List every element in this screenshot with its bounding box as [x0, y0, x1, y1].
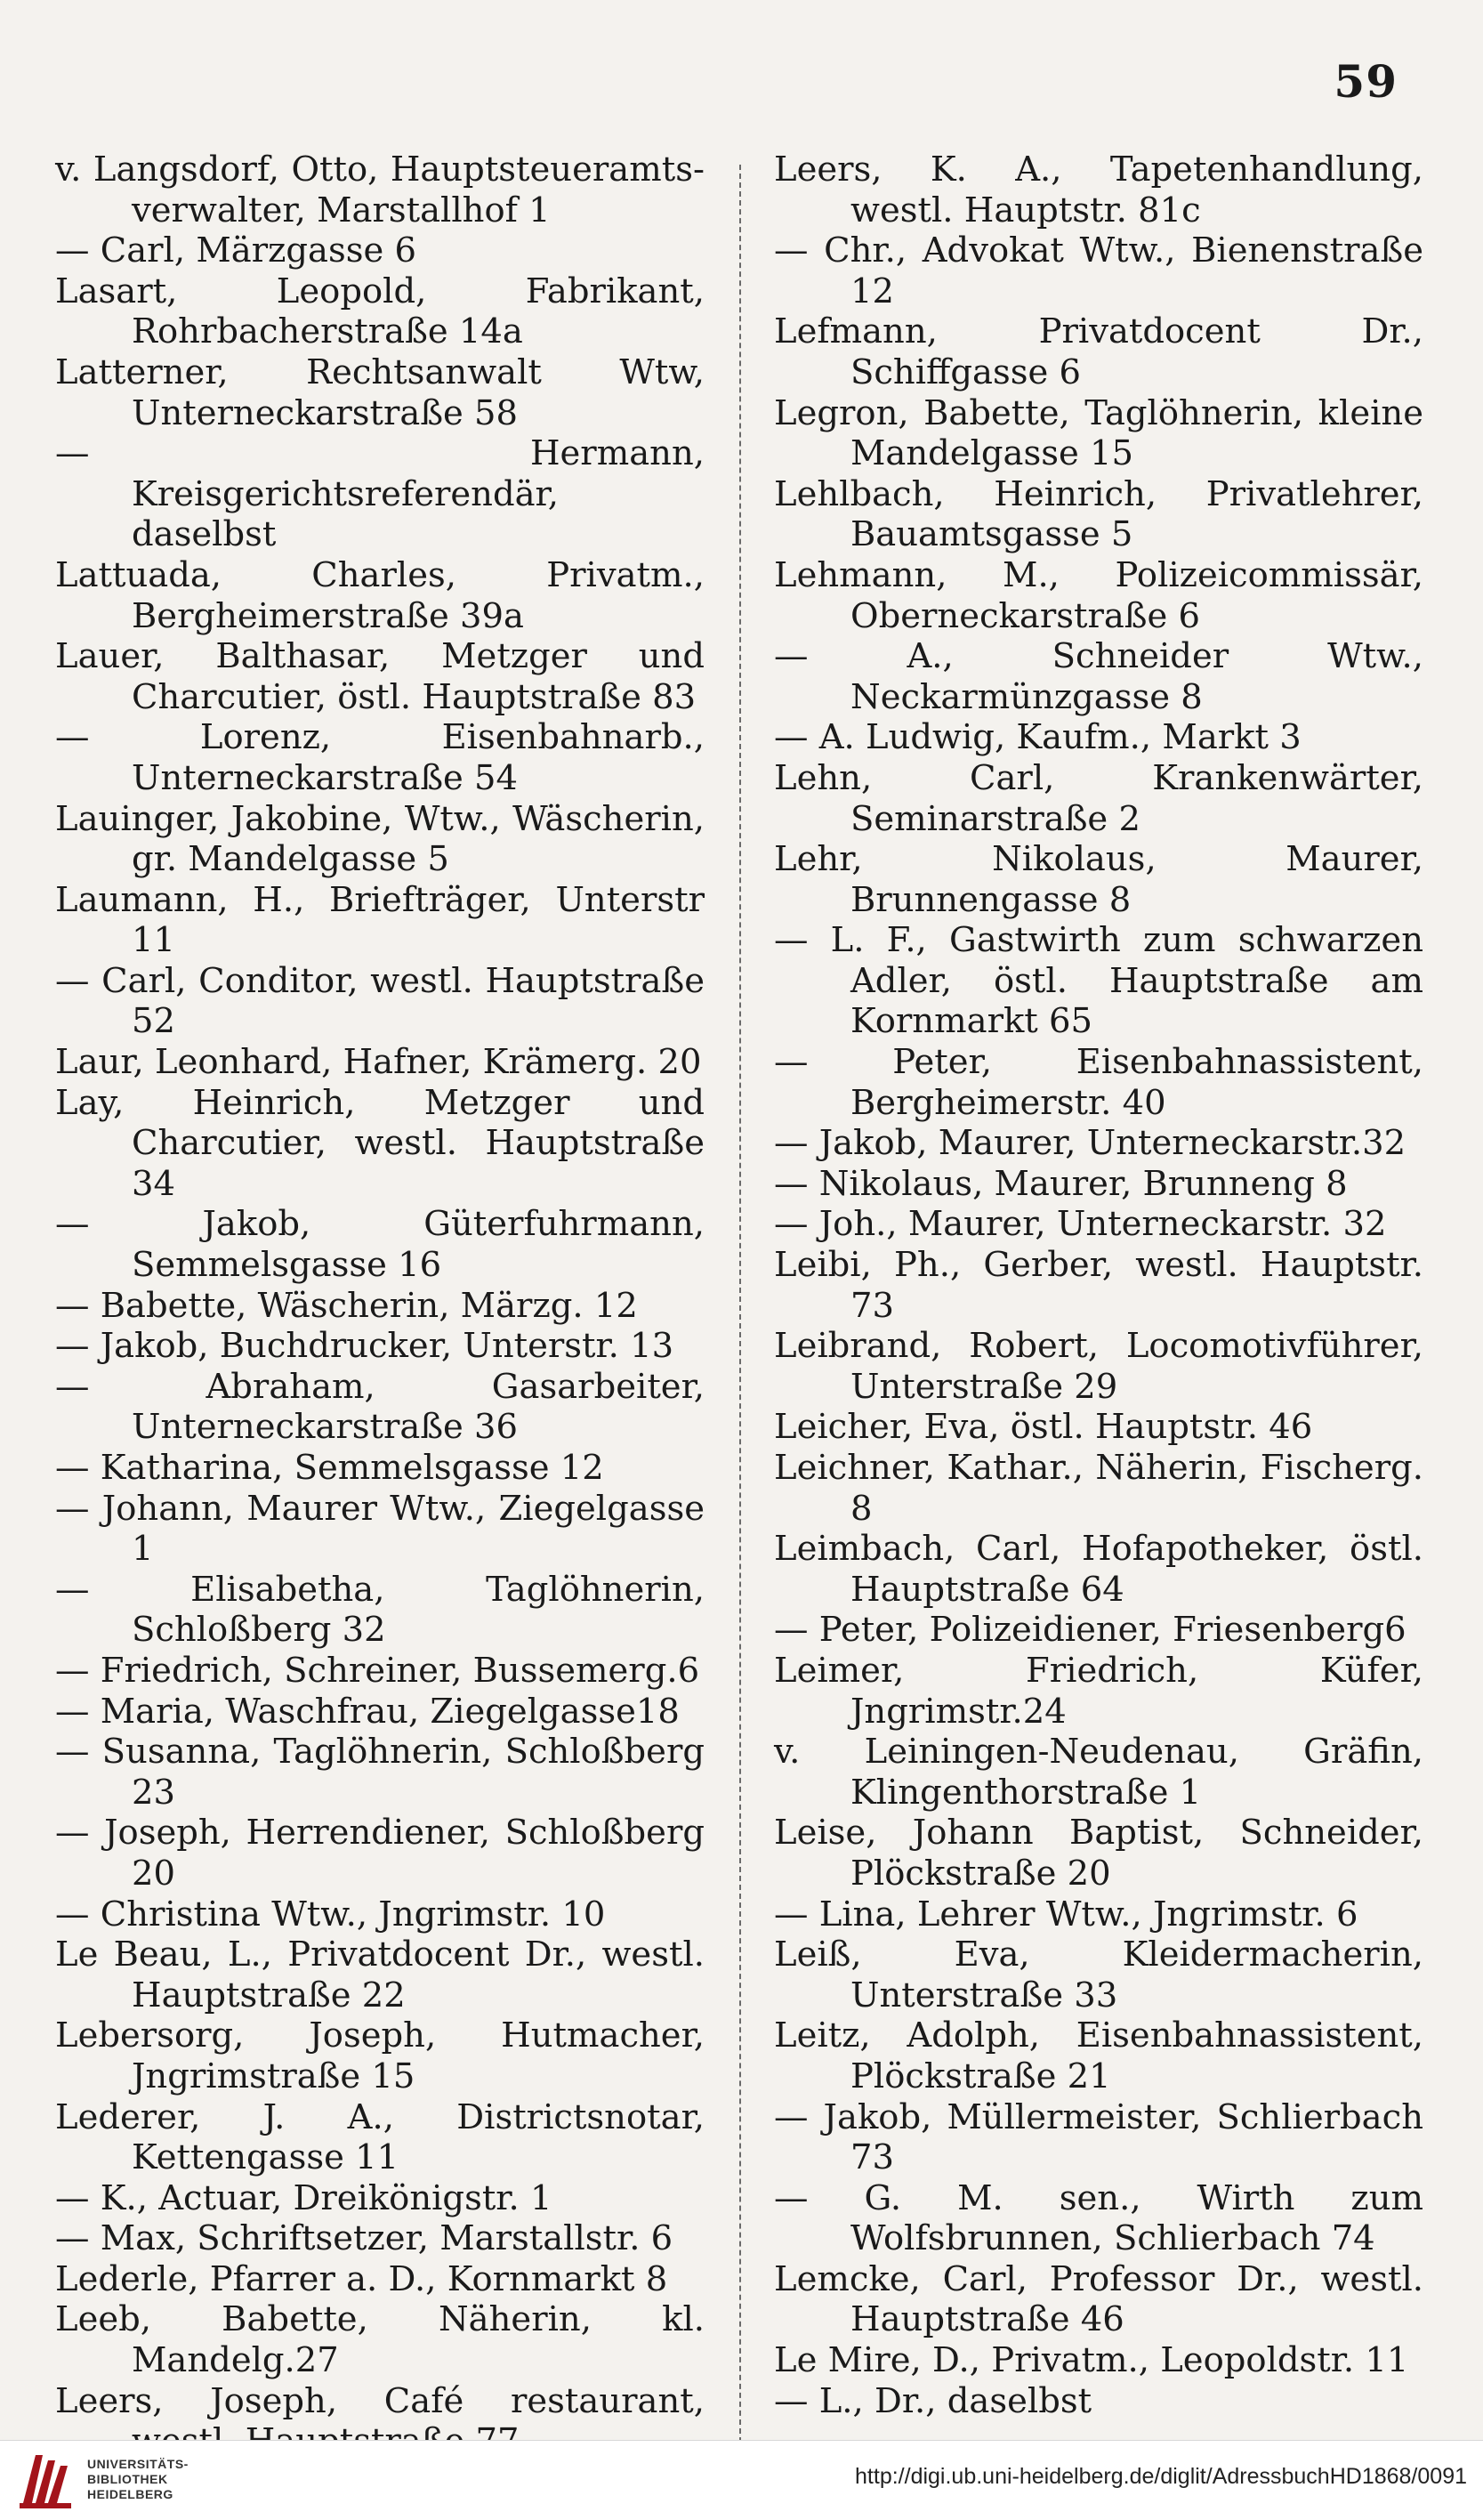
directory-entry: — L. F., Gastwirth zum schwarzen Adler, östl. Hauptstraße am Kornmarkt 65	[774, 920, 1423, 1042]
directory-entry: v. Leiningen-Neudenau, Gräfin, Klingenthorstraße 1	[774, 1732, 1423, 1813]
directory-entry: Latterner, Rechtsanwalt Wtw, Unterneckarstraße 58	[55, 351, 705, 433]
directory-entry: — Max, Schriftsetzer, Marstallstr. 6	[55, 2218, 673, 2259]
directory-entry: Leiß, Eva, Kleidermacherin, Unterstraße 33	[774, 1934, 1423, 2015]
column-divider	[739, 165, 741, 2460]
directory-entry: — Jakob, Güterfuhrmann, Semmelsgasse 16	[55, 1204, 705, 1286]
directory-entry: Lehlbach, Heinrich, Privatlehrer, Bauamtsgasse 5	[774, 473, 1423, 555]
source-url-link[interactable]: http://digi.ub.uni-heidelberg.de/diglit/AdressbuchHD1868/0091	[855, 2464, 1467, 2489]
directory-entry: — Johann, Maurer Wtw., Ziegelgasse 1	[55, 1488, 705, 1570]
directory-entry: — Susanna, Taglöhnerin, Schloßberg 23	[55, 1732, 705, 1813]
directory-entry: — Lina, Lehrer Wtw., Jngrimstr. 6	[774, 1894, 1358, 1934]
directory-entry: Lasart, Leopold, Fabrikant, Rohrbacherstraße 14a	[55, 271, 705, 352]
directory-entry: Leicher, Eva, östl. Hauptstr. 46	[774, 1407, 1313, 1448]
directory-entry: Lauinger, Jakobine, Wtw., Wäscherin, gr. Mandelgasse 5	[55, 798, 705, 880]
directory-entry: Leeb, Babette, Näherin, kl. Mandelg.27	[55, 2299, 705, 2381]
right-directory-column	[774, 149, 1423, 2421]
directory-entry: — Christina Wtw., Jngrimstr. 10	[55, 1894, 606, 1934]
directory-entry: — Joh., Maurer, Unterneckarstr. 32	[774, 1204, 1387, 1245]
directory-entry: Leitz, Adolph, Eisenbahnassistent, Plöckstraße 21	[774, 2015, 1423, 2096]
directory-entry: — G. M. sen., Wirth zum Wolfsbrunnen, Schlierbach 74	[774, 2177, 1423, 2259]
directory-entry: Leibrand, Robert, Locomotivführer, Unterstraße 29	[774, 1326, 1423, 1407]
directory-entry: Leimer, Friedrich, Küfer, Jngrimstr.24	[774, 1650, 1423, 1732]
directory-entry: — Babette, Wäscherin, Märzg. 12	[55, 1285, 638, 1326]
directory-entry: Laumann, H., Briefträger, Unterstr 11	[55, 879, 705, 961]
directory-entry: Lebersorg, Joseph, Hutmacher, Jngrimstraße 15	[55, 2015, 705, 2096]
directory-entry: — Abraham, Gasarbeiter, Unterneckarstraße 36	[55, 1366, 705, 1448]
directory-entry: — Maria, Waschfrau, Ziegelgasse18	[55, 1691, 680, 1732]
directory-entry: Leise, Johann Baptist, Schneider, Plöckstraße 20	[774, 1813, 1423, 1894]
directory-entry: — Carl, Märzgasse 6	[55, 230, 417, 271]
directory-entry: Leers, Joseph, Café restaurant,	[55, 2380, 705, 2421]
directory-entry: v. Langsdorf, Otto, Hauptsteueramts-verwalter, Marstallhof 1	[55, 149, 705, 230]
directory-entry: — Joseph, Herrendiener, Schloßberg 20	[55, 1813, 705, 1894]
directory-entry: Leimbach, Carl, Hofapotheker, östl. Hauptstraße 64	[774, 1529, 1423, 1610]
footer-bar	[0, 2440, 1483, 2520]
directory-entry: Lefmann, Privatdocent Dr., Schiffgasse 6	[774, 311, 1423, 392]
directory-entry: Lemcke, Carl, Professor Dr., westl. Hauptstraße 46	[774, 2258, 1423, 2340]
directory-entry: Lederle, Pfarrer a. D., Kornmarkt 8	[55, 2258, 668, 2299]
library-name-line: BIBLIOTHEK	[87, 2472, 168, 2486]
left-directory-column	[55, 149, 705, 2462]
directory-entry: — Elisabetha, Taglöhnerin, Schloßberg 32	[55, 1569, 705, 1651]
directory-entry: — Nikolaus, Maurer, Brunneng 8	[774, 1163, 1348, 1204]
library-name-line: UNIVERSITÄTS-	[87, 2457, 189, 2471]
directory-entry: Le Mire, D., Privatm., Leopoldstr. 11	[774, 2340, 1409, 2381]
directory-entry: — Jakob, Buchdrucker, Unterstr. 13	[55, 1326, 674, 1367]
directory-entry: — Peter, Polizeidiener, Friesenberg6	[774, 1610, 1406, 1651]
directory-entry: — Carl, Conditor, westl. Hauptstraße 52	[55, 960, 705, 1042]
directory-entry: Lay, Heinrich, Metzger und Charcutier, westl. Hauptstraße 34	[55, 1082, 705, 1204]
directory-entry: Lattuada, Charles, Privatm., Bergheimerstraße 39a	[55, 554, 705, 636]
library-name	[87, 2457, 189, 2502]
directory-entry: — A., Schneider Wtw., Neckarmünzgasse 8	[774, 636, 1423, 717]
directory-entry: Laur, Leonhard, Hafner, Krämerg. 20	[55, 1042, 702, 1083]
library-name-line: HEIDELBERG	[87, 2487, 173, 2501]
directory-entry: — Peter, Eisenbahnassistent, Bergheimerstr. 40	[774, 1042, 1423, 1123]
directory-entry: — Jakob, Maurer, Unterneckarstr.32	[774, 1123, 1406, 1164]
directory-entry: — Friedrich, Schreiner, Bussemerg.6	[55, 1650, 700, 1691]
directory-entry: Lehn, Carl, Krankenwärter, Seminarstraße 2	[774, 757, 1423, 839]
directory-entry: — Lorenz, Eisenbahnarb., Unterneckarstraße 54	[55, 717, 705, 798]
directory-entry: — Chr., Advokat Wtw., Bienenstraße 12	[774, 230, 1423, 311]
directory-entry: Leichner, Kathar., Näherin, Fischerg. 8	[774, 1448, 1423, 1529]
directory-entry: — Jakob, Müllermeister, Schlierbach 73	[774, 2096, 1423, 2178]
directory-entry: — A. Ludwig, Kaufm., Markt 3	[774, 717, 1302, 758]
directory-entry: — Hermann, Kreisgerichtsreferendär, daselbst	[55, 433, 705, 555]
directory-entry: — L., Dr., daselbst	[774, 2380, 1092, 2421]
directory-entry: — K., Actuar, Dreikönigstr. 1	[55, 2177, 552, 2218]
directory-entry: Lehmann, M., Polizeicommissär, Oberneckarstraße 6	[774, 554, 1423, 636]
directory-entry: Le Beau, L., Privatdocent Dr., westl. Hauptstraße 22	[55, 1934, 705, 2015]
directory-entry: Legron, Babette, Taglöhnerin, kleine Mandelgasse 15	[774, 392, 1423, 474]
directory-entry: Leers, K. A., Tapetenhandlung, westl. Hauptstr. 81c	[774, 149, 1423, 230]
directory-entry: — Katharina, Semmelsgasse 12	[55, 1448, 604, 1488]
directory-entry: Lauer, Balthasar, Metzger und Charcutier, östl. Hauptstraße 83	[55, 636, 705, 717]
heidelberg-library-logo-icon	[16, 2450, 75, 2512]
directory-entry: Leibi, Ph., Gerber, westl. Hauptstr. 73	[774, 1245, 1423, 1326]
directory-entry: Lehr, Nikolaus, Maurer, Brunnengasse 8	[774, 839, 1423, 920]
page-number: 59	[1334, 55, 1398, 108]
directory-entry: Lederer, J. A., Districtsnotar, Kettengasse 11	[55, 2096, 705, 2178]
